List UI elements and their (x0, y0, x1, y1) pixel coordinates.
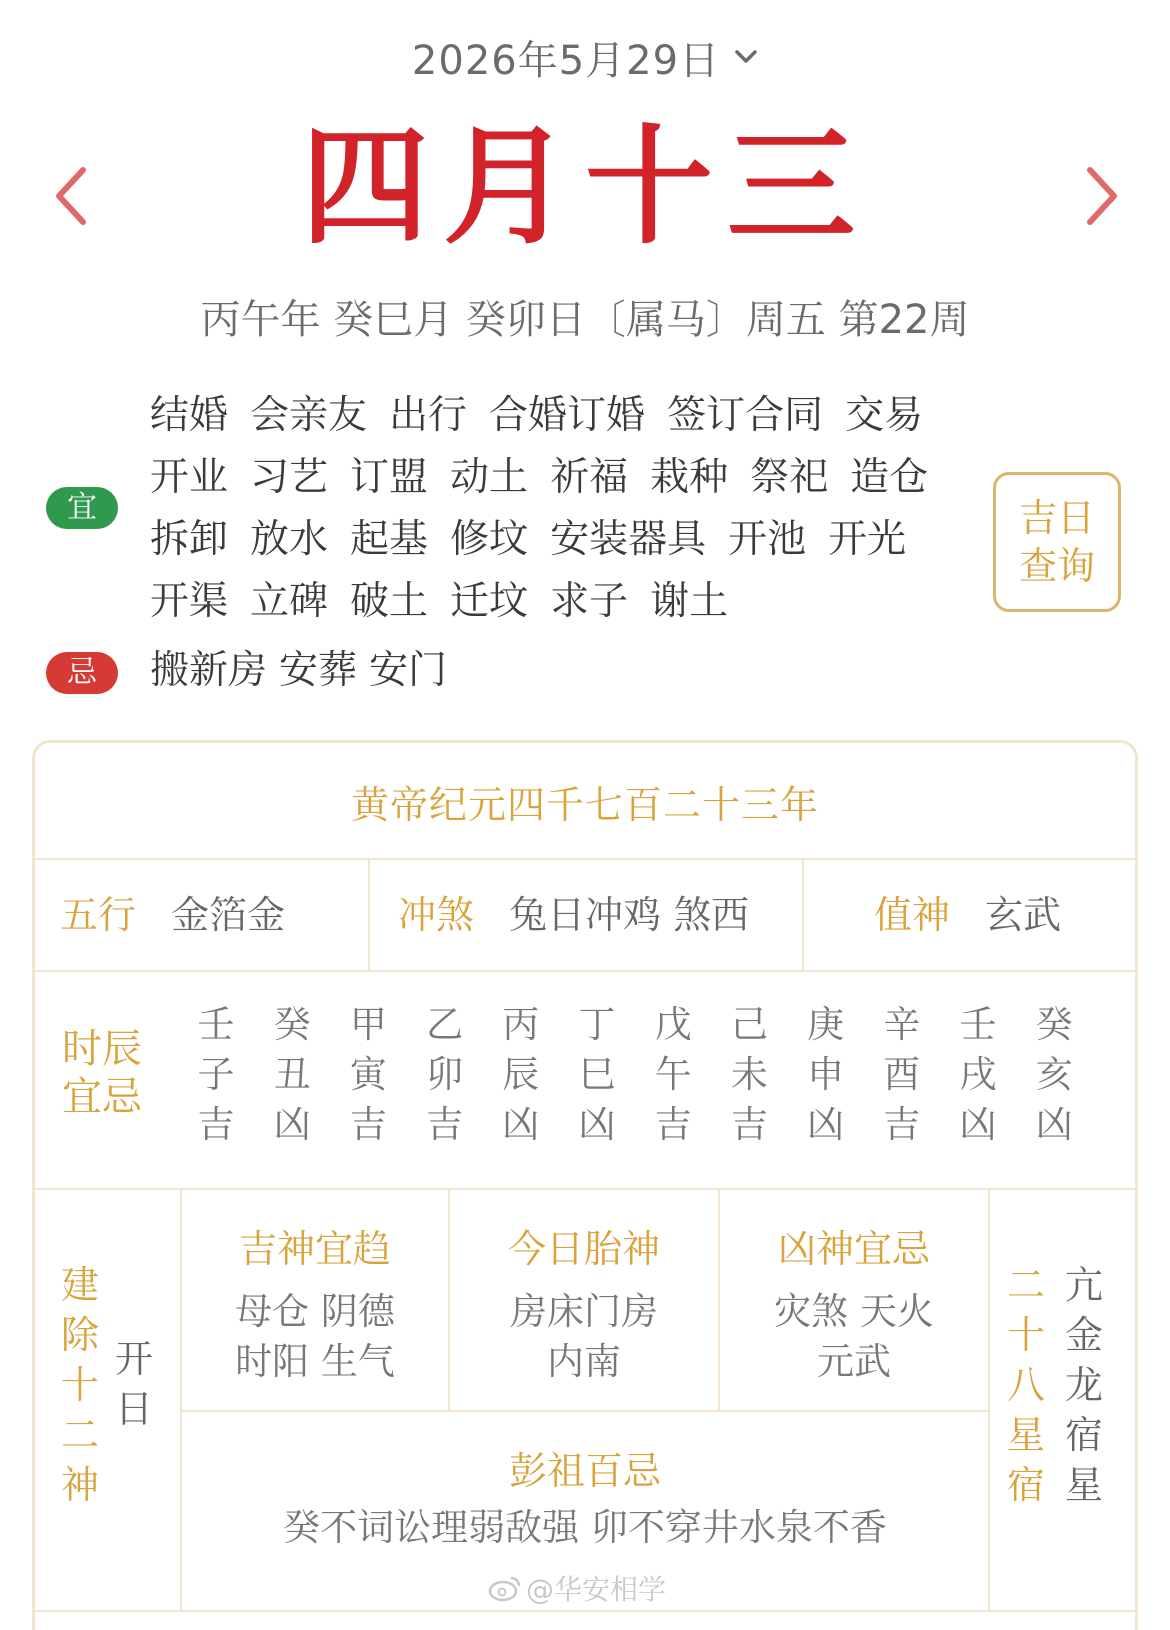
xingxiu-value-char: 宿 (1064, 1413, 1103, 1457)
yi-item: 祈福 (550, 455, 629, 500)
yi-item: 会亲友 (250, 393, 368, 438)
shichen-zhi: 午 (654, 1053, 692, 1096)
shichen-column (262, 1000, 322, 1150)
shichen-zhi: 申 (807, 1053, 845, 1096)
shichen-luck: 凶 (273, 1103, 311, 1146)
shichen-zhi: 亥 (1035, 1053, 1073, 1096)
xingxiu-char: 八 (1006, 1363, 1045, 1407)
shichen-column (338, 1000, 398, 1150)
shichen-zhi: 子 (197, 1053, 235, 1096)
yi-item: 迁坟 (450, 579, 529, 624)
shichen-luck: 凶 (1035, 1103, 1073, 1146)
shichen-label (62, 1025, 152, 1121)
xingxiu-value-char: 龙 (1064, 1363, 1103, 1407)
ji-item: 搬新房 (150, 648, 268, 693)
jianchu-value-char: 日 (114, 1387, 153, 1431)
yi-item: 开渠 (150, 579, 229, 624)
chevron-down-icon (734, 49, 758, 65)
watermark (488, 1568, 666, 1608)
yi-item: 放水 (250, 517, 329, 562)
shichen-gan: 壬 (959, 1003, 997, 1046)
shichen-luck: 吉 (883, 1103, 921, 1146)
yi-item: 栽种 (650, 455, 729, 500)
yi-item: 开池 (728, 517, 807, 562)
taishen-line: 内南 (547, 1340, 621, 1383)
taishen-title: 今日胎神 (507, 1227, 660, 1271)
zhishen-cell (874, 880, 1061, 950)
shichen-gan: 乙 (426, 1003, 464, 1046)
shichen-luck: 凶 (502, 1103, 540, 1146)
shichen-zhi: 酉 (883, 1053, 921, 1096)
yi-item: 求子 (550, 579, 629, 624)
wuxing-label: 五行 (60, 893, 137, 937)
shichen-column (1024, 1000, 1084, 1150)
yi-item: 动土 (450, 455, 529, 500)
yi-badge: 宜 (46, 487, 118, 529)
yi-item: 祭祀 (750, 455, 829, 500)
ganzhi-line: 丙午年 癸巳月 癸卯日〔属马〕周五 第22周 (200, 297, 970, 343)
yi-row (150, 385, 970, 447)
shichen-zhi: 戌 (959, 1053, 997, 1096)
yi-row (150, 509, 970, 571)
chongsha-cell (398, 880, 749, 950)
shichen-luck: 吉 (349, 1103, 387, 1146)
shichen-luck: 凶 (578, 1103, 616, 1146)
yi-item: 合婚订婚 (489, 393, 646, 438)
jianchu-char: 二 (60, 1413, 99, 1457)
shichen-zhi: 寅 (349, 1053, 387, 1096)
shichen-gan: 己 (730, 1003, 768, 1046)
xiongshen-title: 凶神宜忌 (777, 1227, 930, 1271)
yi-item: 开光 (828, 517, 907, 562)
pengzu-title: 彭祖百忌 (508, 1449, 661, 1493)
shichen-zhi: 丑 (273, 1053, 311, 1096)
wuxing-cell (60, 880, 285, 950)
ji-badge: 忌 (46, 652, 118, 694)
jianchu-char: 十 (60, 1363, 99, 1407)
yi-row (150, 447, 970, 509)
lunar-date-title: 四月十三 (300, 112, 869, 262)
yi-list (150, 385, 970, 633)
yi-item: 造仓 (850, 455, 929, 500)
jishen-line: 时阳 生气 (235, 1340, 395, 1383)
auspicious-day-query-button[interactable] (993, 472, 1121, 612)
xingxiu-value (1062, 1260, 1106, 1510)
jianchu-char: 神 (60, 1463, 99, 1507)
jianchu-label (58, 1260, 102, 1510)
jianchu-char: 建 (60, 1263, 99, 1307)
shichen-column (948, 1000, 1008, 1150)
shichen-gan: 戊 (654, 1003, 692, 1046)
xingxiu-value-char: 星 (1064, 1463, 1103, 1507)
zhishen-value: 玄武 (985, 893, 1062, 937)
shichen-column (186, 1000, 246, 1150)
yi-item: 立碑 (250, 579, 329, 624)
yi-item: 谢土 (650, 579, 729, 624)
xingxiu-char: 宿 (1006, 1463, 1045, 1507)
shichen-column (491, 1000, 551, 1150)
yi-item: 起基 (350, 517, 429, 562)
jianchu-char: 除 (60, 1313, 99, 1357)
shichen-label-line2: 宜忌 (62, 1074, 142, 1120)
shichen-gan: 癸 (1035, 1003, 1073, 1046)
chongsha-label: 冲煞 (398, 893, 475, 937)
xingxiu-label (1004, 1260, 1048, 1510)
yi-item: 结婚 (150, 393, 229, 438)
shichen-column (415, 1000, 475, 1150)
shichen-column (719, 1000, 779, 1150)
jishen-cell (182, 1218, 448, 1387)
yi-item: 出行 (389, 393, 468, 438)
shichen-luck: 吉 (654, 1103, 692, 1146)
date-selector[interactable] (0, 22, 1170, 92)
jianchu-value-char: 开 (114, 1337, 153, 1381)
xiongshen-cell (720, 1218, 988, 1387)
chongsha-value: 兔日冲鸡 煞西 (509, 893, 750, 937)
shichen-luck: 凶 (807, 1103, 845, 1146)
solar-date: 2026年5月29日 (411, 37, 721, 84)
xingxiu-char: 十 (1006, 1313, 1045, 1357)
watermark-text: @华安相学 (526, 1573, 667, 1606)
shichen-column (643, 1000, 703, 1150)
yi-item: 签订合同 (667, 393, 824, 438)
shichen-zhi: 卯 (426, 1053, 464, 1096)
taishen-cell (450, 1218, 718, 1387)
era-title: 黄帝纪元四千七百二十三年 (350, 783, 819, 827)
shichen-luck: 吉 (730, 1103, 768, 1146)
shichen-zhi: 辰 (502, 1053, 540, 1096)
jianchu-value (112, 1334, 156, 1434)
ji-item: 安葬 (279, 648, 358, 693)
shichen-gan: 甲 (349, 1003, 387, 1046)
shichen-column (872, 1000, 932, 1150)
yi-item: 安装器具 (550, 517, 707, 562)
yi-item: 交易 (845, 393, 924, 438)
xiongshen-line: 元武 (817, 1340, 891, 1383)
yi-item: 拆卸 (150, 517, 229, 562)
shichen-gan: 丙 (502, 1003, 540, 1046)
shichen-gan: 壬 (197, 1003, 235, 1046)
shichen-zhi: 未 (730, 1053, 768, 1096)
jiri-label-2: 查询 (1018, 544, 1095, 588)
shichen-zhi: 巳 (578, 1053, 616, 1096)
wuxing-value: 金箔金 (171, 893, 286, 937)
shichen-gan: 丁 (578, 1003, 616, 1046)
shichen-luck: 吉 (197, 1103, 235, 1146)
shichen-column (796, 1000, 856, 1150)
ji-list (150, 640, 459, 702)
jishen-line: 母仓 阴德 (235, 1290, 395, 1333)
shichen-label-line1: 时辰 (62, 1026, 142, 1072)
jiri-label-1: 吉日 (1018, 496, 1095, 540)
shichen-gan: 癸 (273, 1003, 311, 1046)
zhishen-label: 值神 (874, 893, 951, 937)
yi-item: 破土 (350, 579, 429, 624)
yi-item: 修坟 (450, 517, 529, 562)
shichen-gan: 庚 (807, 1003, 845, 1046)
shichen-luck: 凶 (959, 1103, 997, 1146)
yi-item: 订盟 (350, 455, 429, 500)
yi-row (150, 571, 970, 633)
xiongshen-line: 灾煞 天火 (774, 1290, 934, 1333)
taishen-line: 房床门房 (510, 1290, 658, 1333)
shichen-luck: 吉 (426, 1103, 464, 1146)
xingxiu-char: 二 (1006, 1263, 1045, 1307)
xingxiu-char: 星 (1006, 1413, 1045, 1457)
pengzu-cell (182, 1440, 988, 1553)
shichen-gan: 辛 (883, 1003, 921, 1046)
jishen-title: 吉神宜趋 (238, 1227, 391, 1271)
shichen-column (567, 1000, 627, 1150)
xingxiu-value-char: 亢 (1064, 1263, 1103, 1307)
yi-item: 习艺 (250, 455, 329, 500)
yi-item: 开业 (150, 455, 229, 500)
pengzu-text: 癸不词讼理弱敌强 卯不穿井水泉不香 (283, 1506, 887, 1549)
ji-item: 安门 (369, 648, 448, 693)
xingxiu-value-char: 金 (1064, 1313, 1103, 1357)
weibo-icon (488, 1574, 522, 1602)
